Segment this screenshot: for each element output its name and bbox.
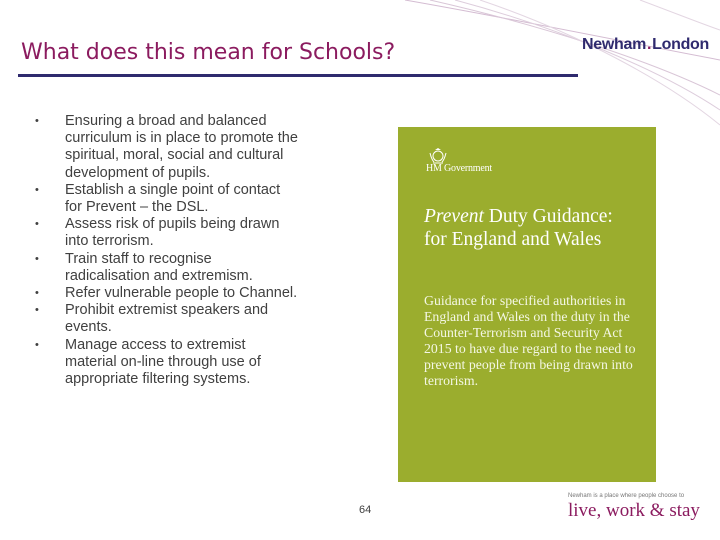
bullet-icon: • (35, 115, 39, 127)
logo-separator: . (647, 36, 652, 53)
bullet-icon: • (35, 252, 39, 265)
title-underline (18, 74, 578, 77)
logo-london: London (652, 36, 709, 53)
list-item (33, 182, 298, 216)
list-item (33, 337, 298, 389)
list-item-text: Refer vulnerable people to Channel. (65, 285, 298, 302)
cover-title (424, 205, 654, 251)
list-item (33, 113, 298, 182)
bullet-icon: • (35, 183, 39, 196)
bullet-list (33, 113, 298, 388)
list-item-text: Train staff to recognise radicalisation and extremism. (65, 250, 253, 284)
list-item (33, 302, 298, 336)
list-item-text: Establish a single point of contact for Prevent – the DSL. (65, 181, 281, 216)
cover-description: Guidance for specified authorities in England and Wales on the duty in the Counter-Terrorism and Security Act 2015 to have due regard to the need to prevent people from being drawn into terrorism. (424, 293, 636, 388)
cover-title-italic: Prevent (424, 206, 484, 227)
bullet-icon: • (35, 304, 39, 317)
list-item-text: Assess risk of pupils being drawn into terrorism. (65, 216, 280, 250)
slide-title: What does this mean for Schools? (21, 40, 396, 65)
cover-title-line2: for England and Wales (424, 229, 602, 250)
list-item (33, 285, 298, 302)
prevent-guidance-cover-image (398, 127, 656, 482)
bullet-icon: • (35, 338, 39, 351)
list-item-text: Prohibit extremist speakers and events. (65, 302, 269, 336)
list-item (33, 251, 298, 285)
bullet-icon: • (35, 218, 39, 231)
cover-title-rest: Duty Guidance: (483, 206, 613, 227)
footer-small-text: Newham is a place where people choose to (568, 493, 685, 499)
footer-tagline: live, work & stay (568, 500, 700, 521)
list-item-text: Ensuring a broad and balanced curriculum is in place to promote the spiritual, moral, social and cultural development of pupils. (65, 113, 298, 181)
bullet-icon: • (35, 287, 39, 300)
page-number: 64 (359, 504, 372, 516)
list-item-text: Manage access to extremist material on-line through use of appropriate filtering systems. (65, 336, 261, 388)
newham-london-logo (582, 36, 709, 54)
list-item (33, 216, 298, 250)
cover-publisher: HM Government (426, 163, 492, 174)
logo-newham: Newham (582, 36, 646, 53)
